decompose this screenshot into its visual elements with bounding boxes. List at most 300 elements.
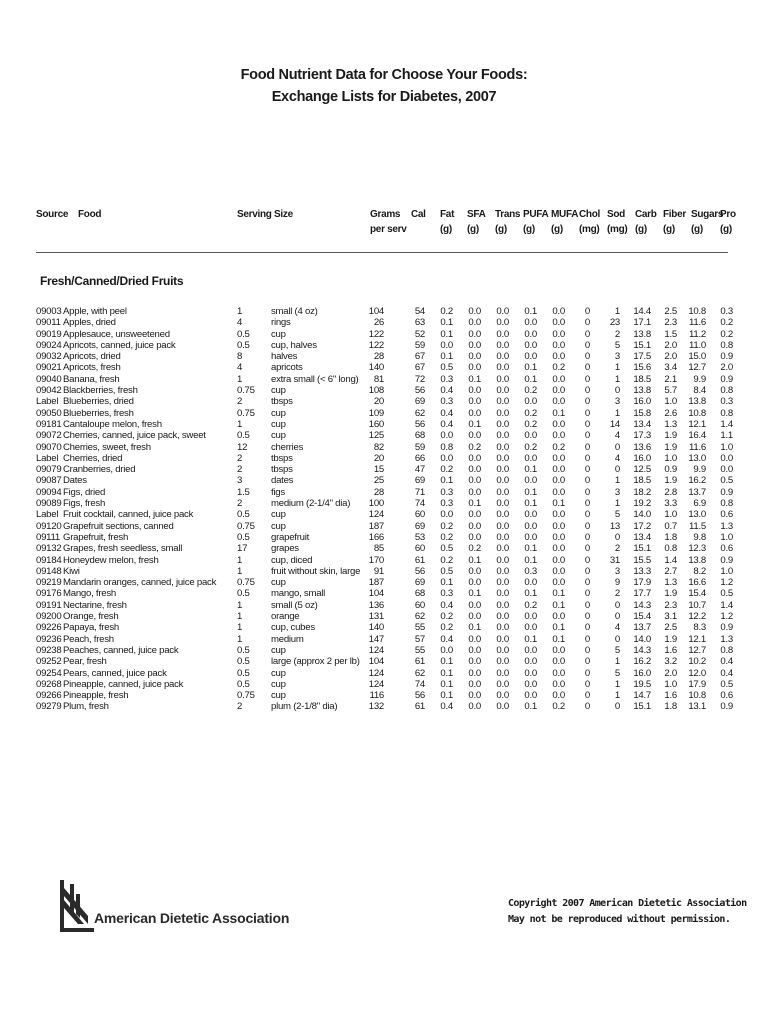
serving-unit-cell: tbsps: [271, 464, 293, 476]
trans-cell: 0.0: [496, 452, 509, 464]
sugars-cell: 12.7: [688, 362, 706, 374]
cal-cell: 52: [414, 328, 425, 340]
source-cell: 09087: [36, 475, 62, 487]
fat-cell: 0.3: [440, 486, 453, 498]
pro-cell: 0.6: [720, 509, 733, 521]
serving-unit-cell: small (5 oz): [271, 599, 318, 611]
serving-qty-cell: 2: [237, 701, 243, 713]
serving-qty-cell: 8: [237, 351, 243, 363]
carb-cell: 19.5: [633, 678, 651, 690]
food-cell: Nectarine, fresh: [63, 599, 127, 611]
carb-cell: 18.2: [633, 486, 651, 498]
table-row: [0, 487, 768, 498]
sod-cell: 1: [614, 362, 620, 374]
carb-cell: 15.4: [633, 611, 651, 623]
pro-cell: 0.9: [720, 373, 733, 385]
header-trans: [495, 207, 520, 237]
sfa-cell: 0.1: [468, 418, 481, 430]
carb-cell: 14.3: [633, 599, 651, 611]
fiber-cell: 1.0: [664, 678, 677, 690]
cal-cell: 56: [414, 418, 425, 430]
cal-cell: 59: [414, 441, 425, 453]
pro-cell: 0.5: [720, 678, 733, 690]
pro-cell: 0.6: [720, 543, 733, 555]
grams-cell: 82: [373, 441, 384, 453]
pufa-cell: 0.0: [524, 611, 537, 623]
serving-qty-cell: 1: [237, 611, 243, 623]
pro-cell: 0.8: [720, 498, 733, 510]
sugars-cell: 10.8: [688, 306, 706, 317]
pufa-cell: 0.0: [524, 622, 537, 634]
food-cell: Pears, canned, juice pack: [63, 667, 167, 679]
food-cell: Figs, dried: [63, 486, 106, 498]
sfa-cell: 0.0: [468, 475, 481, 487]
pro-cell: 0.8: [720, 407, 733, 419]
source-cell: 09191: [36, 599, 62, 611]
pro-cell: 0.9: [720, 701, 733, 713]
source-cell: 09003: [36, 306, 62, 317]
mufa-cell: 0.0: [552, 452, 565, 464]
carb-cell: 12.5: [633, 464, 651, 476]
pro-cell: 0.5: [720, 475, 733, 487]
fat-cell: 0.3: [440, 373, 453, 385]
sod-cell: 3: [614, 565, 620, 577]
cal-cell: 47: [414, 464, 425, 476]
source-cell: 09266: [36, 690, 62, 702]
pufa-cell: 0.1: [524, 498, 537, 510]
sod-cell: 4: [614, 430, 620, 442]
header-fiber-unit: (g): [663, 224, 675, 235]
sfa-cell: 0.0: [468, 667, 481, 679]
pro-cell: 0.2: [720, 328, 733, 340]
table-row: [0, 362, 768, 373]
table-row: [0, 351, 768, 362]
header-sugars: [691, 207, 723, 237]
pro-cell: 0.0: [720, 452, 733, 464]
sod-cell: 0: [614, 611, 620, 623]
fiber-cell: 2.8: [664, 486, 677, 498]
table-row: [0, 679, 768, 690]
table-row: [0, 668, 768, 679]
fiber-cell: 1.0: [664, 509, 677, 521]
mufa-cell: 0.0: [552, 475, 565, 487]
title-line-1: Food Nutrient Data for Choose Your Foods:: [240, 67, 528, 83]
table-row: [0, 329, 768, 340]
grams-cell: 166: [368, 531, 384, 543]
fat-cell: 0.2: [440, 611, 453, 623]
chol-cell: 0: [584, 418, 590, 430]
header-grams-unit: per serv: [370, 224, 407, 235]
fiber-cell: 0.9: [664, 464, 677, 476]
trans-cell: 0.0: [496, 351, 509, 363]
copyright-notice: [508, 896, 747, 928]
cal-cell: 66: [414, 452, 425, 464]
sod-cell: 0: [614, 531, 620, 543]
serving-qty-cell: 0.5: [237, 588, 250, 600]
carb-cell: 16.2: [633, 656, 651, 668]
sod-cell: 2: [614, 543, 620, 555]
header-sugars-label: Sugars: [691, 209, 724, 220]
header-fat-label: Fat: [440, 209, 455, 220]
mufa-cell: 0.0: [552, 554, 565, 566]
header-sfa-unit: (g): [467, 224, 479, 235]
table-row: [0, 577, 768, 588]
pro-cell: 0.8: [720, 644, 733, 656]
grams-cell: 124: [368, 678, 384, 690]
header-fiber: [663, 207, 686, 237]
table-row: [0, 645, 768, 656]
serving-unit-cell: cherries: [271, 441, 304, 453]
fiber-cell: 2.0: [664, 667, 677, 679]
header-mufa-unit: (g): [551, 224, 563, 235]
grams-cell: 122: [368, 328, 384, 340]
sugars-cell: 10.8: [688, 407, 706, 419]
fat-cell: 0.5: [440, 543, 453, 555]
trans-cell: 0.0: [496, 531, 509, 543]
fiber-cell: 1.8: [664, 531, 677, 543]
sfa-cell: 0.0: [468, 452, 481, 464]
sfa-cell: 0.0: [468, 565, 481, 577]
serving-unit-cell: cup, cubes: [271, 622, 315, 634]
fat-cell: 0.4: [440, 633, 453, 645]
cal-cell: 67: [414, 362, 425, 374]
sfa-cell: 0.0: [468, 690, 481, 702]
carb-cell: 13.8: [633, 385, 651, 397]
sod-cell: 1: [614, 656, 620, 668]
pro-cell: 2.0: [720, 362, 733, 374]
serving-unit-cell: tbsps: [271, 396, 293, 408]
table-row: [0, 622, 768, 633]
header-mufa: [551, 207, 578, 237]
trans-cell: 0.0: [496, 565, 509, 577]
food-cell: Grapes, fresh seedless, small: [63, 543, 183, 555]
fat-cell: 0.5: [440, 362, 453, 374]
copyright-line-2: May not be reproduced without permission.: [508, 914, 731, 925]
sugars-cell: 6.9: [693, 498, 706, 510]
header-pro-label: Pro: [720, 209, 736, 220]
sfa-cell: 0.0: [468, 339, 481, 351]
cal-cell: 68: [414, 430, 425, 442]
sugars-cell: 8.3: [693, 622, 706, 634]
table-row: [0, 588, 768, 599]
sugars-cell: 10.7: [688, 599, 706, 611]
pufa-cell: 0.1: [524, 701, 537, 713]
serving-qty-cell: 17: [237, 543, 248, 555]
sod-cell: 3: [614, 396, 620, 408]
serving-unit-cell: cup: [271, 509, 286, 521]
trans-cell: 0.0: [496, 328, 509, 340]
header-cal: Cal: [411, 209, 426, 220]
mufa-cell: 0.0: [552, 385, 565, 397]
food-cell: Figs, fresh: [63, 498, 106, 510]
trans-cell: 0.0: [496, 486, 509, 498]
chol-cell: 0: [584, 701, 590, 713]
sod-cell: 14: [609, 418, 620, 430]
sfa-cell: 0.1: [468, 498, 481, 510]
serving-unit-cell: large (approx 2 per lb): [271, 656, 360, 668]
chol-cell: 0: [584, 554, 590, 566]
cal-cell: 55: [414, 644, 425, 656]
cal-cell: 69: [414, 396, 425, 408]
mufa-cell: 0.0: [552, 667, 565, 679]
grams-cell: 116: [369, 690, 384, 702]
table-row: [0, 475, 768, 486]
pufa-cell: 0.2: [524, 599, 537, 611]
chol-cell: 0: [584, 633, 590, 645]
header-chol-label: Chol: [579, 209, 601, 220]
cal-cell: 62: [414, 407, 425, 419]
cal-cell: 63: [414, 317, 425, 329]
header-grams-label: Grams: [370, 209, 401, 220]
food-cell: Apricots, canned, juice pack: [63, 339, 176, 351]
food-cell: Plum, fresh: [63, 701, 109, 713]
serving-qty-cell: 1: [237, 418, 243, 430]
chol-cell: 0: [584, 306, 590, 317]
fat-cell: 0.1: [440, 351, 453, 363]
source-cell: Label: [36, 452, 59, 464]
sugars-cell: 13.8: [688, 396, 706, 408]
cal-cell: 62: [414, 667, 425, 679]
sod-cell: 3: [614, 486, 620, 498]
chol-cell: 0: [584, 430, 590, 442]
trans-cell: 0.0: [496, 385, 509, 397]
header-trans-unit: (g): [495, 224, 507, 235]
carb-cell: 16.0: [633, 452, 651, 464]
food-cell: Apples, dried: [63, 317, 116, 329]
table-row: [0, 498, 768, 509]
mufa-cell: 0.0: [552, 317, 565, 329]
sfa-cell: 0.0: [468, 306, 481, 317]
serving-unit-cell: cup: [271, 690, 286, 702]
serving-unit-cell: cup, halves: [271, 339, 317, 351]
serving-qty-cell: 1: [237, 622, 243, 634]
sfa-cell: 0.0: [468, 678, 481, 690]
source-cell: 09132: [36, 543, 62, 555]
header-mufa-label: MUFA: [551, 209, 579, 220]
grams-cell: 187: [368, 520, 384, 532]
fiber-cell: 1.5: [664, 328, 677, 340]
document-title: [0, 64, 768, 108]
food-cell: Papaya, fresh: [63, 622, 119, 634]
source-cell: 09176: [36, 588, 62, 600]
carb-cell: 17.7: [633, 588, 651, 600]
chol-cell: 0: [584, 441, 590, 453]
pro-cell: 0.6: [720, 690, 733, 702]
pufa-cell: 0.1: [524, 373, 537, 385]
pro-cell: 1.2: [720, 577, 733, 589]
fat-cell: 0.4: [440, 407, 453, 419]
trans-cell: 0.0: [496, 667, 509, 679]
serving-unit-cell: cup: [271, 678, 286, 690]
sfa-cell: 0.0: [468, 531, 481, 543]
sugars-cell: 11.2: [689, 328, 706, 340]
table-row: [0, 566, 768, 577]
sugars-cell: 16.4: [688, 430, 706, 442]
cal-cell: 59: [414, 339, 425, 351]
grams-cell: 124: [368, 667, 384, 679]
mufa-cell: 0.0: [552, 678, 565, 690]
mufa-cell: 0.0: [552, 611, 565, 623]
sod-cell: 5: [614, 339, 620, 351]
header-sod-unit: (mg): [607, 224, 628, 235]
pro-cell: 1.3: [720, 633, 733, 645]
serving-unit-cell: cup: [271, 577, 286, 589]
carb-cell: 18.5: [633, 373, 651, 385]
sugars-cell: 13.0: [688, 452, 706, 464]
carb-cell: 15.1: [633, 339, 651, 351]
source-cell: 09236: [36, 633, 62, 645]
grams-cell: 20: [373, 396, 384, 408]
chol-cell: 0: [584, 543, 590, 555]
serving-unit-cell: plum (2-1/8" dia): [271, 701, 338, 713]
pufa-cell: 0.0: [524, 317, 537, 329]
pro-cell: 1.0: [720, 531, 733, 543]
serving-unit-cell: cup: [271, 644, 286, 656]
fat-cell: 0.1: [440, 656, 453, 668]
cal-cell: 61: [414, 554, 425, 566]
fiber-cell: 2.6: [664, 407, 677, 419]
pufa-cell: 0.0: [524, 520, 537, 532]
serving-unit-cell: extra small (< 6" long): [271, 373, 359, 385]
sod-cell: 23: [609, 317, 620, 329]
grams-cell: 109: [368, 407, 384, 419]
sugars-cell: 13.1: [688, 701, 706, 713]
sod-cell: 2: [614, 588, 620, 600]
trans-cell: 0.0: [496, 418, 509, 430]
serving-qty-cell: 4: [237, 362, 243, 374]
fiber-cell: 2.5: [664, 306, 677, 317]
cal-cell: 72: [414, 373, 425, 385]
fiber-cell: 1.0: [664, 452, 677, 464]
carb-cell: 18.5: [633, 475, 651, 487]
chol-cell: 0: [584, 339, 590, 351]
food-cell: Blueberries, dried: [63, 396, 134, 408]
header-serving-size: Serving Size: [237, 209, 293, 220]
carb-cell: 16.0: [633, 667, 651, 679]
grams-cell: 104: [368, 656, 384, 668]
serving-unit-cell: cup: [271, 418, 286, 430]
pufa-cell: 0.0: [524, 475, 537, 487]
mufa-cell: 0.0: [552, 373, 565, 385]
source-cell: 09024: [36, 339, 62, 351]
chol-cell: 0: [584, 475, 590, 487]
pufa-cell: 0.1: [524, 543, 537, 555]
header-carb: [635, 207, 657, 237]
mufa-cell: 0.0: [552, 486, 565, 498]
sugars-cell: 12.1: [688, 418, 706, 430]
carb-cell: 17.9: [633, 577, 651, 589]
header-carb-unit: (g): [635, 224, 647, 235]
grams-cell: 170: [368, 554, 384, 566]
sod-cell: 5: [614, 667, 620, 679]
sugars-cell: 9.8: [693, 531, 706, 543]
pufa-cell: 0.0: [524, 509, 537, 521]
sfa-cell: 0.0: [468, 633, 481, 645]
sod-cell: 1: [614, 407, 620, 419]
trans-cell: 0.0: [496, 543, 509, 555]
carb-cell: 17.3: [633, 430, 651, 442]
sugars-cell: 11.0: [689, 339, 706, 351]
pro-cell: 1.0: [720, 441, 733, 453]
food-cell: Dates: [63, 475, 87, 487]
serving-qty-cell: 1: [237, 565, 243, 577]
carb-cell: 19.2: [633, 498, 651, 510]
pufa-cell: 0.0: [524, 328, 537, 340]
chol-cell: 0: [584, 464, 590, 476]
food-cell: Applesauce, unsweetened: [63, 328, 170, 340]
table-row: [0, 340, 768, 351]
chol-cell: 0: [584, 577, 590, 589]
sfa-cell: 0.2: [468, 543, 481, 555]
chol-cell: 0: [584, 611, 590, 623]
sod-cell: 0: [614, 441, 620, 453]
grams-cell: 104: [368, 306, 384, 317]
pufa-cell: 0.0: [524, 339, 537, 351]
serving-qty-cell: 2: [237, 498, 243, 510]
source-cell: 09268: [36, 678, 62, 690]
sfa-cell: 0.0: [468, 520, 481, 532]
source-cell: 09032: [36, 351, 62, 363]
source-cell: 09238: [36, 644, 62, 656]
table-row: [0, 543, 768, 554]
grams-cell: 91: [373, 565, 384, 577]
table-row: [0, 509, 768, 520]
trans-cell: 0.0: [496, 678, 509, 690]
serving-unit-cell: rings: [271, 317, 291, 329]
fat-cell: 0.4: [440, 701, 453, 713]
sugars-cell: 15.4: [688, 588, 706, 600]
chol-cell: 0: [584, 407, 590, 419]
chol-cell: 0: [584, 667, 590, 679]
fiber-cell: 1.4: [664, 554, 677, 566]
source-cell: 09021: [36, 362, 62, 374]
fat-cell: 0.0: [440, 339, 453, 351]
grams-cell: 140: [368, 362, 384, 374]
mufa-cell: 0.0: [552, 531, 565, 543]
carb-cell: 13.4: [633, 418, 651, 430]
sugars-cell: 9.9: [693, 464, 706, 476]
header-sugars-unit: (g): [691, 224, 703, 235]
sugars-cell: 16.2: [688, 475, 706, 487]
mufa-cell: 0.0: [552, 577, 565, 589]
sfa-cell: 0.1: [468, 554, 481, 566]
fat-cell: 0.5: [440, 565, 453, 577]
chol-cell: 0: [584, 385, 590, 397]
serving-unit-cell: cup: [271, 430, 286, 442]
header-food: Food: [78, 209, 102, 220]
header-sod: [607, 207, 627, 237]
table-row: [0, 396, 768, 407]
sod-cell: 4: [614, 622, 620, 634]
serving-unit-cell: cup: [271, 385, 286, 397]
trans-cell: 0.0: [496, 520, 509, 532]
table-row: [0, 385, 768, 396]
cal-cell: 60: [414, 509, 425, 521]
source-cell: 09219: [36, 577, 62, 589]
carb-cell: 17.2: [633, 520, 651, 532]
grams-cell: 140: [368, 622, 384, 634]
cal-cell: 67: [414, 351, 425, 363]
pro-cell: 0.3: [720, 396, 733, 408]
mufa-cell: 0.0: [552, 339, 565, 351]
sfa-cell: 0.0: [468, 701, 481, 713]
serving-qty-cell: 1: [237, 599, 243, 611]
grams-cell: 124: [368, 509, 384, 521]
fiber-cell: 2.3: [664, 599, 677, 611]
trans-cell: 0.0: [496, 339, 509, 351]
fiber-cell: 2.7: [664, 565, 677, 577]
sugars-cell: 16.6: [688, 577, 706, 589]
